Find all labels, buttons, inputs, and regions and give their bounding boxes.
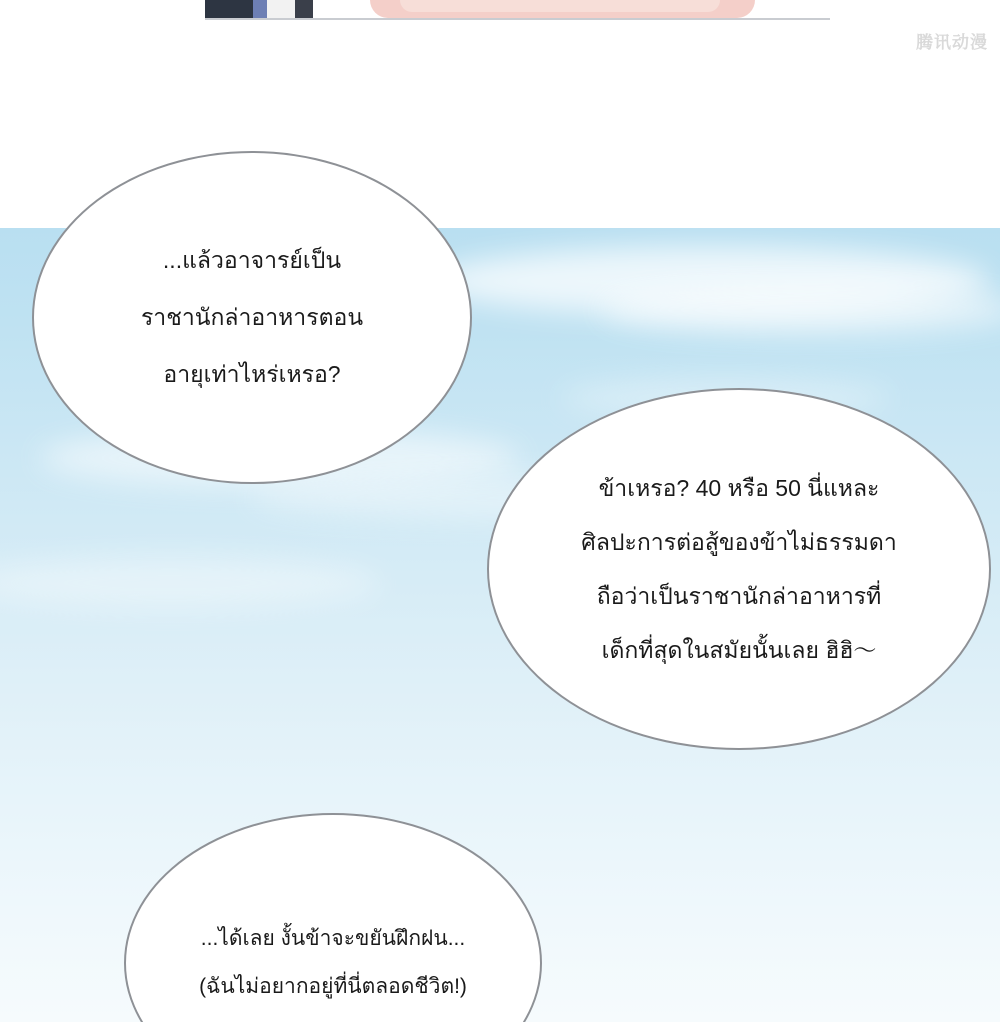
panel-shape-blue	[253, 0, 267, 18]
panel-shape-dark	[205, 0, 253, 18]
speech-line: เด็กที่สุดในสมัยนั้นเลย ฮิฮิ～	[601, 637, 877, 663]
speech-line: ...แล้วอาจารย์เป็น	[162, 247, 342, 273]
speech-line: ข้าเหรอ? 40 หรือ 50 นี่แหละ	[598, 475, 880, 501]
speech-line: ถือว่าเป็นราชานักล่าอาหารที่	[596, 583, 882, 609]
watermark-logo: 腾讯动漫	[916, 33, 988, 52]
cloud-shape	[600, 286, 1000, 334]
speech-line: (ฉันไม่อยากอยู่ที่นี่ตลอดชีวิต!)	[199, 975, 467, 998]
speech-line: ราชานักล่าอาหารตอน	[140, 304, 364, 330]
panel-shape-pink-highlight	[400, 0, 720, 12]
panel-shape-white	[267, 0, 295, 18]
speech-bubble-answer-age	[487, 388, 991, 750]
speech-line: ศิลปะการต่อสู้ของข้าไม่ธรรมดา	[581, 529, 897, 555]
panel-shape-dark-secondary	[295, 0, 313, 18]
cloud-shape	[0, 558, 380, 608]
speech-line: อายุเท่าไหร่เหรอ?	[163, 361, 341, 387]
speech-line: ...ได้เลย งั้นข้าจะขยันฝึกฝน...	[200, 927, 466, 950]
previous-panel-remnant	[205, 0, 830, 20]
speech-bubble-question-age	[32, 151, 472, 484]
